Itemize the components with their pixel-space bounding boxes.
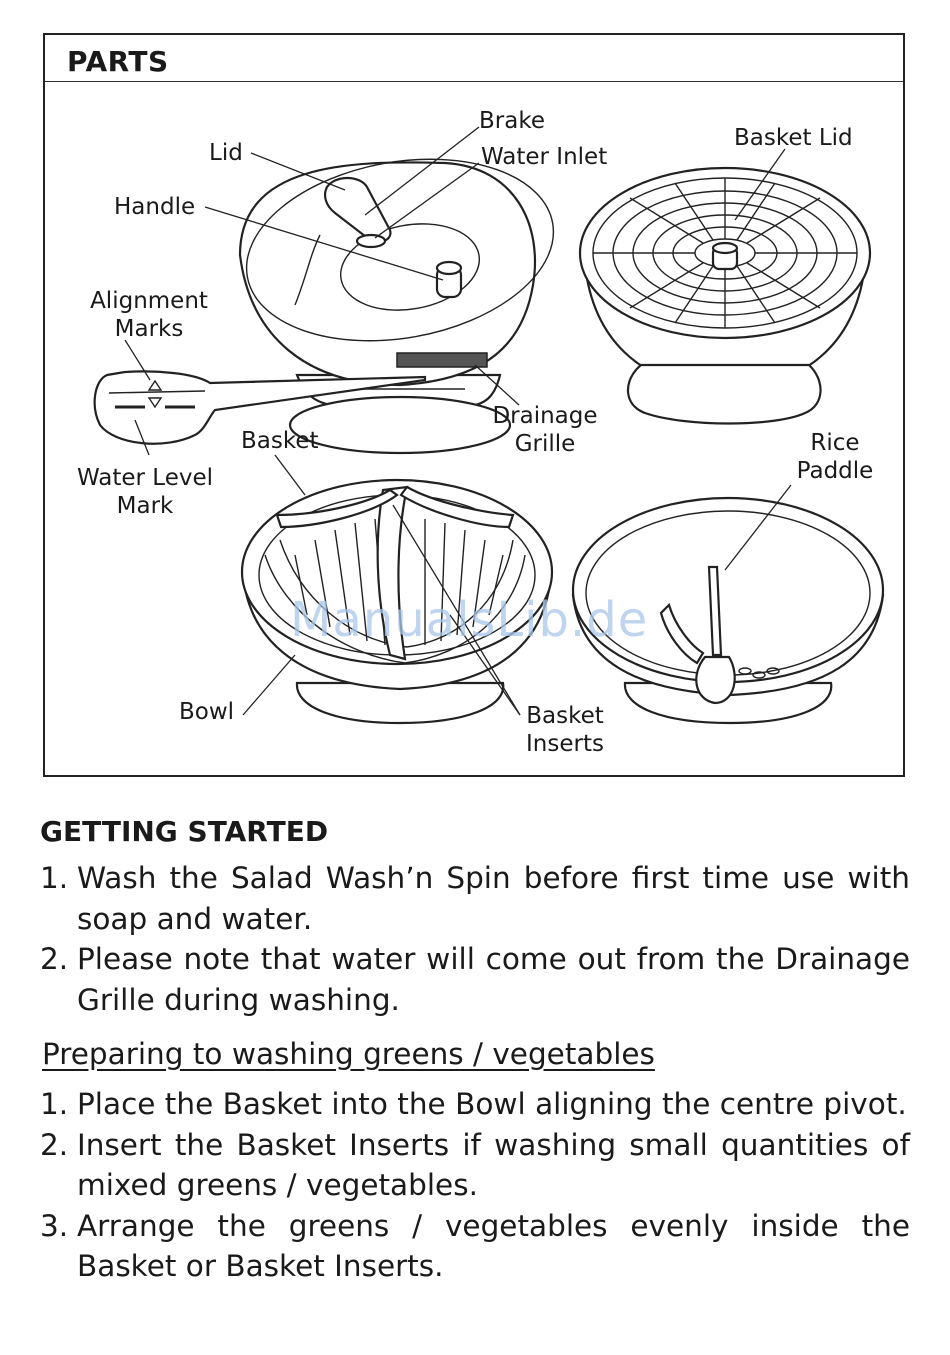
label-water-level-mark-line2: Mark — [116, 493, 174, 519]
label-basket-lid: Basket Lid — [734, 125, 853, 151]
step-number: 2. — [40, 1127, 69, 1162]
step-number: 1. — [40, 861, 69, 895]
list-item — [40, 858, 910, 939]
label-handle: Handle — [114, 194, 196, 220]
list-item — [40, 939, 910, 1020]
parts-diagram — [45, 35, 907, 779]
parts-panel — [43, 33, 905, 777]
label-basket: Basket — [241, 428, 319, 454]
step-text: Place the Basket into the Bowl aligning the centre pivot. — [77, 1087, 907, 1121]
step-number: 1. — [40, 1087, 69, 1121]
getting-started-steps — [40, 858, 910, 1020]
basket-lid-illustration — [580, 168, 870, 424]
list-item — [40, 1125, 910, 1206]
preparing-heading: Preparing to washing greens / vegetables — [42, 1037, 655, 1071]
label-brake: Brake — [479, 108, 545, 134]
label-alignment-marks-line2: Marks — [114, 316, 184, 342]
list-item — [40, 1084, 910, 1125]
parts-title: PARTS — [67, 45, 169, 78]
label-water-inlet: Water Inlet — [481, 144, 608, 170]
label-lid: Lid — [209, 140, 243, 166]
label-alignment-marks-line1: Alignment — [90, 288, 208, 314]
watermark: ManualsLib.de — [290, 592, 649, 648]
label-bowl: Bowl — [179, 699, 235, 725]
step-text: Wash the Salad Wash’n Spin before first time use with soap and water. — [77, 861, 910, 936]
list-item — [40, 1206, 910, 1287]
label-basket-inserts-line2: Inserts — [526, 731, 604, 757]
getting-started-heading: GETTING STARTED — [40, 815, 329, 848]
step-text: Please note that water will come out from the Drainage Grille during washing. — [77, 942, 910, 1017]
label-rice-paddle-line2: Paddle — [796, 458, 874, 484]
label-rice-paddle-line1: Rice — [810, 430, 860, 456]
label-water-level-mark-line1: Water Level — [76, 465, 214, 491]
step-text: Insert the Basket Inserts if washing small quantities of mixed greens / vegetables. — [77, 1127, 910, 1202]
label-drainage-grille-line1: Drainage — [492, 403, 598, 429]
step-text: Arrange the greens / vegetables evenly inside the Basket or Basket Inserts. — [77, 1208, 910, 1283]
label-drainage-grille-line2: Grille — [514, 431, 576, 457]
step-number: 2. — [40, 942, 69, 976]
preparing-steps — [40, 1084, 910, 1287]
step-number: 3. — [40, 1208, 69, 1243]
label-basket-inserts-line1: Basket — [526, 703, 604, 729]
